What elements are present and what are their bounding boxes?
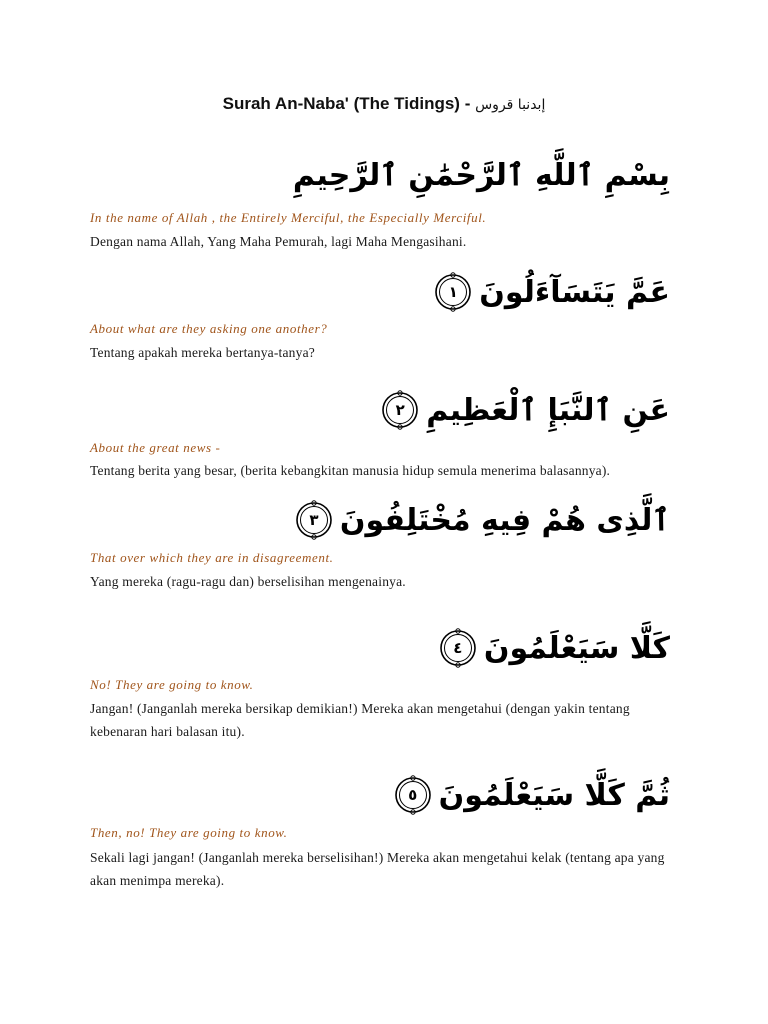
verse-5-malay: Sekali lagi jangan! (Janganlah mereka berselisihan!) Mereka akan mengetahui kelak (tentang apa yang akan menimpa mereka).	[90, 850, 665, 888]
verse-3-malay: Yang mereka (ragu-ragu dan) berselisihan mengenainya.	[90, 574, 406, 589]
verse-4-arabic-text: كَلَّا سَيَعْلَمُونَ	[483, 630, 670, 666]
verse-1-malay: Tentang apakah mereka bertanya-tanya?	[90, 345, 315, 360]
verse-3-english: That over which they are in disagreement.	[90, 550, 334, 565]
verse-4-english: No! They are going to know.	[90, 677, 254, 692]
verse-3-number: ٣	[309, 511, 319, 529]
verse-1-arabic-text: عَمَّ يَتَسَآءَلُونَ	[479, 274, 670, 310]
verse-1-arabic	[433, 272, 670, 312]
verse-4-number: ٤	[453, 639, 463, 657]
basmala-english: In the name of Allah , the Entirely Merciful, the Especially Merciful.	[90, 210, 487, 225]
verse-3-arabic	[294, 500, 670, 540]
verse-2-malay: Tentang berita yang besar, (berita kebangkitan manusia hidup semula menerima balasannya).	[90, 463, 611, 478]
basmala-arabic-text: بِسْمِ ٱللَّهِ ٱلرَّحْمَٰنِ ٱلرَّحِيمِ	[292, 158, 670, 193]
verse-5-arabic	[393, 775, 670, 815]
verse-5-number: ٥	[408, 786, 418, 804]
verse-5-english: Then, no! They are going to know.	[90, 825, 288, 840]
page-title-arabic: إبدنبا قروس	[475, 97, 546, 113]
ayah-marker-icon	[294, 500, 334, 540]
ayah-marker-icon	[380, 390, 420, 430]
verse-2-arabic	[380, 390, 670, 430]
ayah-marker-icon	[433, 272, 473, 312]
verse-2-english: About the great news -	[90, 440, 221, 455]
page-title-text: Surah An-Naba' (The Tidings) -	[222, 94, 471, 113]
basmala-malay: Dengan nama Allah, Yang Maha Pemurah, lagi Maha Mengasihani.	[90, 234, 467, 249]
ayah-marker-icon	[393, 775, 433, 815]
verse-4-arabic	[438, 628, 670, 668]
verse-1-number: ١	[448, 283, 458, 301]
verse-5-arabic-text: ثُمَّ كَلَّا سَيَعْلَمُونَ	[438, 777, 670, 813]
verse-2-arabic-text: عَنِ ٱلنَّبَإِ ٱلْعَظِيمِ	[426, 392, 670, 428]
verse-3-arabic-text: ٱلَّذِى هُمْ فِيهِ مُخْتَلِفُونَ	[339, 502, 670, 538]
verse-2-number: ٢	[395, 401, 405, 419]
basmala-arabic	[293, 158, 670, 193]
verse-1-english: About what are they asking one another?	[90, 321, 328, 336]
page-title	[0, 94, 768, 114]
verse-4-malay: Jangan! (Janganlah mereka bersikap demikian!) Mereka akan mengetahui (dengan yakin tentang kebenaran hari balasan itu).	[90, 701, 630, 739]
ayah-marker-icon	[438, 628, 478, 668]
